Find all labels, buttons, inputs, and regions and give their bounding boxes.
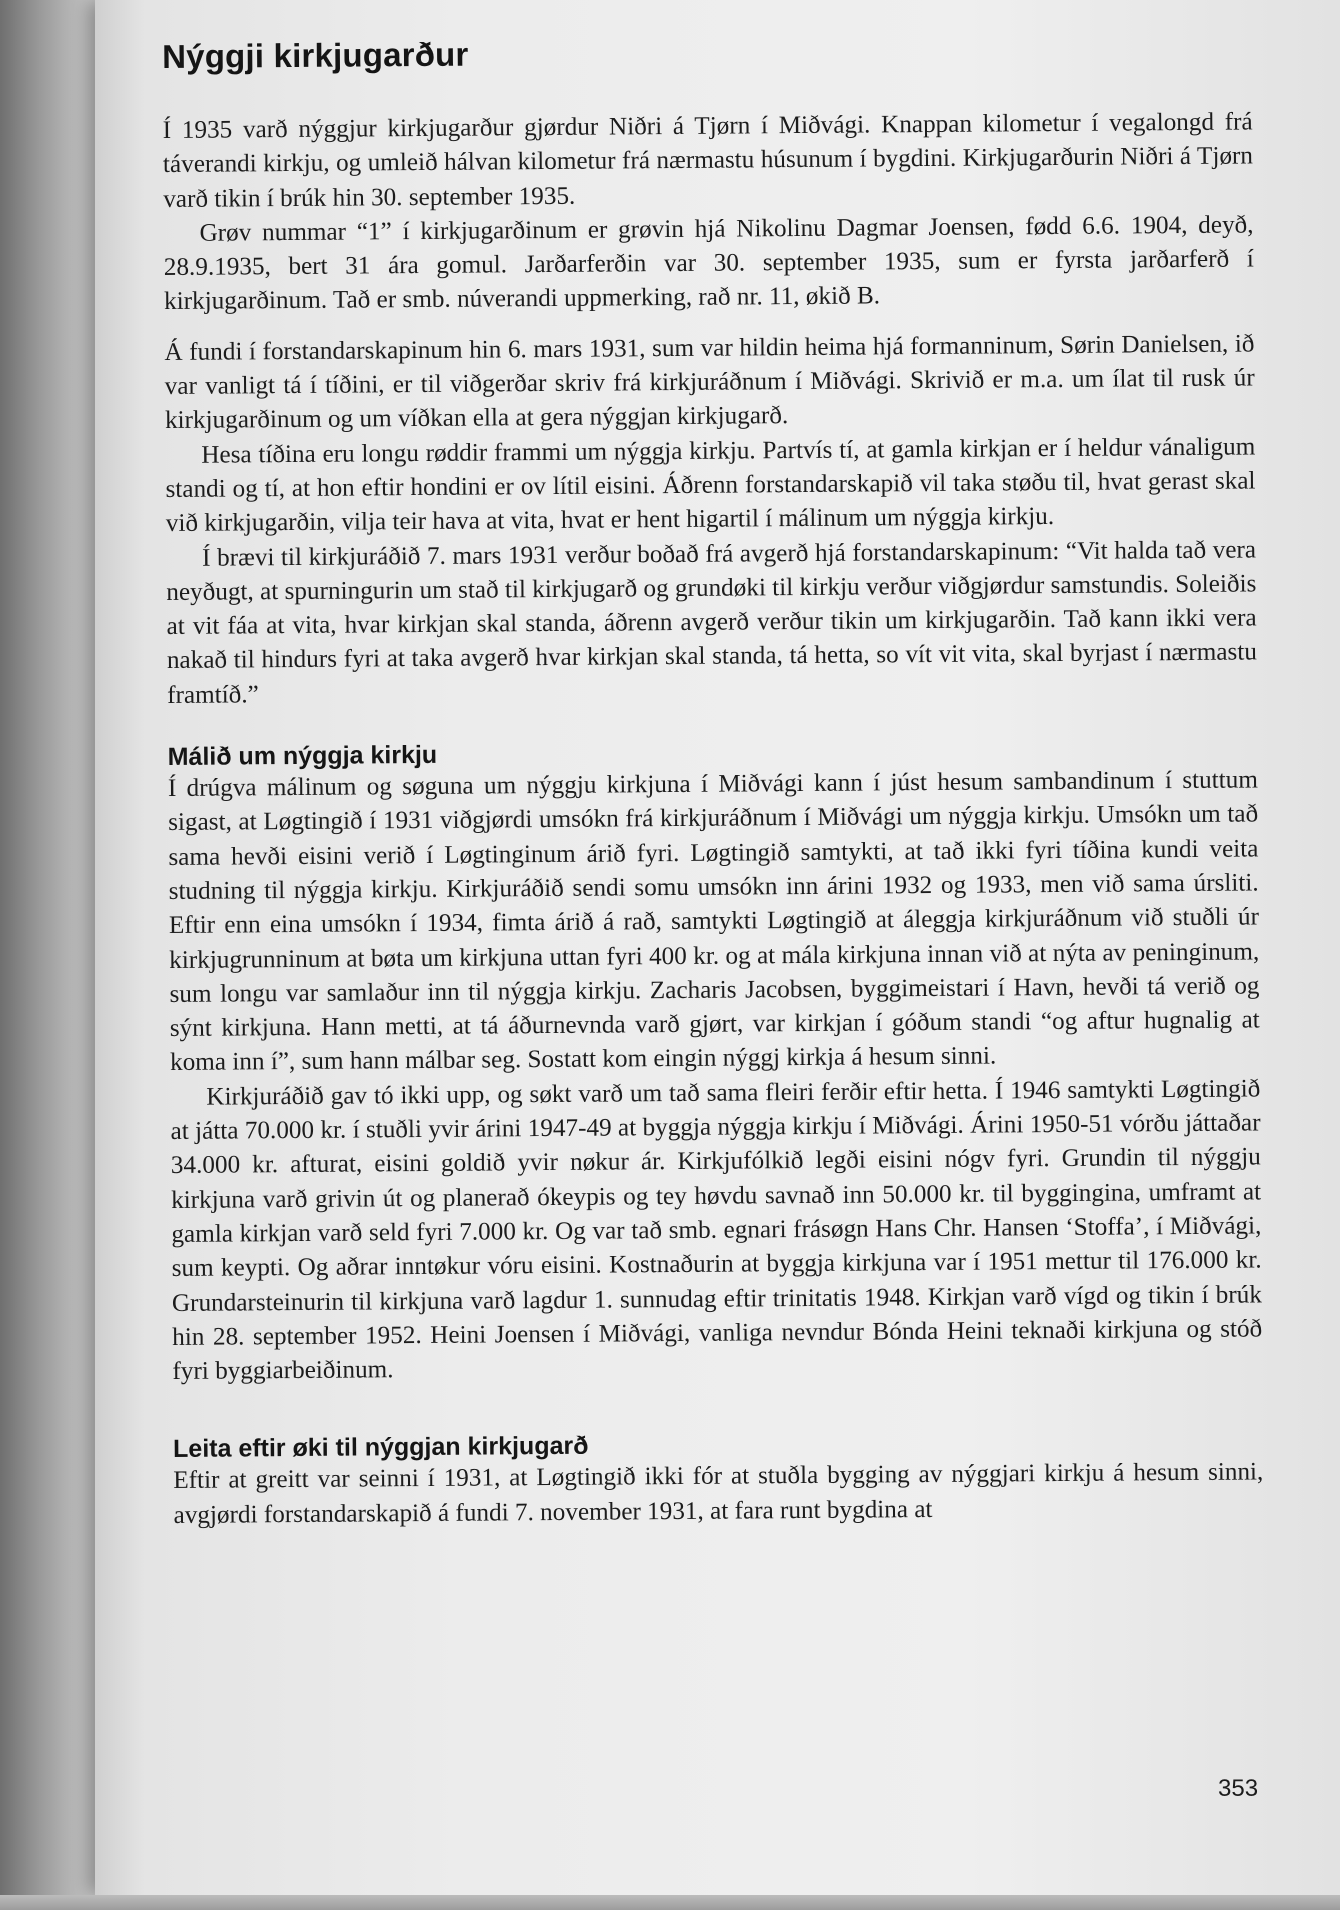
- section-heading: Leita eftir øki til nýggjan kirkjugarð: [172, 1432, 589, 1464]
- page-number: 353: [1218, 1775, 1259, 1802]
- page-title: Nýggji kirkjugarður: [162, 35, 469, 75]
- paragraph: Eftir at greitt var seinni í 1931, at Løgtingið ikki fór at stuðla bygging av nýggjari kirkju á hesum sinni, avgjørdi forstandarskapið á fundi 7. november 1931, at fara runt bygdina at: [173, 1458, 1264, 1529]
- paragraph: Í 1935 varð nýggjur kirkjugarður gjørdur Niðri á Tjørn í Miðvági. Knappan kilometur í vegalongd frá táverandi kirkju, og umleið hálvan kilometur frá nærmastu húsunum í bygdini. Kirkjugarðurin Niðri á Tjørn varð tikin í brúk hin 30. september 1935.: [162, 108, 1254, 213]
- section-heading: Málið um nýggja kirkju: [167, 740, 438, 772]
- page-content: [162, 29, 1264, 1532]
- paragraph: Í brævi til kirkjuráðið 7. mars 1931 verður boðað frá avgerð hjá forstandarskapinum: “Vit halda tað vera neyðugt, at spurningurin um stað til kirkjugarð og grundøki til kirkju verður viðgjørdur samstundis. Soleiðis at vit fáa at vita, hvar kirkjan skal standa, áðrenn avgerð verður tikin um kirkjugarðin. Tað kann ikki vera nakað til hindurs fyri at taka avgerð hvar kirkjan skal standa, tá hetta, so vít vit vita, skal byrjast í nærmastu framtíð.”: [166, 535, 1257, 709]
- paragraph: Á fundi í forstandarskapinum hin 6. mars 1931, sum var hildin heima hjá formanninum, Sørin Danielsen, ið var vanligt tá í tíðini, er til viðgerðar skriv frá kirkjuráðnum í Miðvági. Skrivið er m.a. um ílat til rusk úr kirkjugarðinum og um víðkan ella at gera nýggjan kirkjugarð.: [164, 330, 1255, 435]
- paragraph: Kirkjuráðið gav tó ikki upp, og søkt varð um tað sama fleiri ferðir eftir hetta. Í 1946 samtykti Løgtingið at játta 70.000 kr. í stuðli yvir árini 1947-49 at byggja nýggja kirkju í Miðvági. Árini 1950-51 vórðu játtaðar 34.000 kr. afturat, eisini goldið yvir nøkur ár. Kirkjufólkið legði eisini nógv fyri. Grundin til nýggju kirkjuna varð grivin út og planerað ókeypis og tey høvdu savnað inn 50.000 kr. til byggingina, umframt at gamla kirkjan varð seld fyri 7.000 kr. Og var tað smb. egnari frásøgn Hans Chr. Hansen ‘Stoffa’, í Miðvági, sum keypti. Og aðrar inntøkur vóru eisini. Kostnaðurin at byggja kirkjuna var í 1951 mettur til 176.000 kr. Grundarsteinurin til kirkjuna varð lagdur 1. sunnudag eftir trinitatis 1948. Kirkjan varð vígd og tikin í brúk hin 28. september 1952. Heini Joensen í Miðvági, vanliga nevndur Bónda Heini teknaði kirkjuna og stóð fyri byggiarbeiðinum.: [170, 1075, 1263, 1386]
- paragraph: Grøv nummar “1” í kirkjugarðinum er grøvin hjá Nikolinu Dagmar Joensen, fødd 6.6. 1904, deyð, 28.9.1935, bert 31 ára gomul. Jarðarferðin var 30. september 1935, sum er fyrsta jarðarferð í kirkjugarðinum. Tað er smb. núverandi uppmerking, rað nr. 11, økið B.: [163, 211, 1254, 316]
- paragraph: Í drúgva málinum og søguna um nýggju kirkjuna í Miðvági kann í júst hesum sambandinum í stuttum sigast, at Løgtingið í 1931 viðgjørdi umsókn frá kirkjuráðnum í Miðvági um nýggja kirkju. Umsókn um tað sama hevði eisini verið í Løgtinginum árið fyri. Løgtingið samtykti, at tað ikki fyri tíðina kundi veita studning til nýggja kirkju. Kirkjuráðið sendi somu umsókn inn árini 1932 og 1933, men við sama úrsliti. Eftir enn eina umsókn í 1934, fimta árið á rað, samtykti Løgtingið at áleggja kirkjuráðnum við stuðli úr kirkjugrunninum at bøta um kirkjuna uttan fyri 400 kr. og at mála kirkjuna innan við at nýta av peninginum, sum longu var samlaður inn til nýggja kirkju. Zacharis Jacobsen, byggimeistari í Havn, hevði tá verið og sýnt kirkjuna. Hann metti, at tá áðurnevnda varð gjørt, var kirkjan í góðum standi “og aftur hugnalig at koma inn í”, sum hann málbar seg. Sostatt kom eingin nýggj kirkja á hesum sinni.: [167, 766, 1260, 1077]
- paragraph: Hesa tíðina eru longu røddir frammi um nýggja kirkju. Partvís tí, at gamla kirkjan er í heldur vánaligum standi og tí, at hon eftir hondini er ov lítil eisini. Áðrenn forstandarskapið vil taka støðu til, hvat gerast skal við kirkjugarðin, vilja teir hava at vita, hvat er hent higartil í málinum um nýggja kirkju.: [165, 433, 1256, 538]
- bottom-edge: [0, 1895, 1340, 1910]
